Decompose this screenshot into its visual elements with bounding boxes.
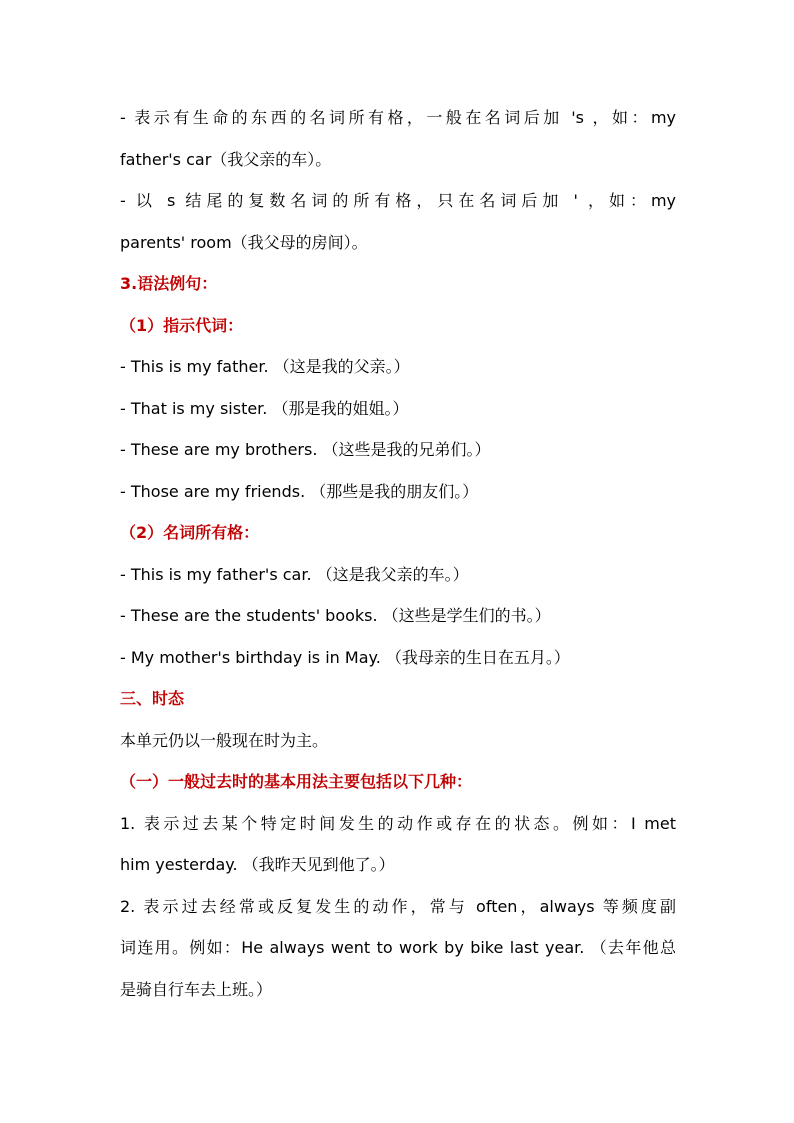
possessives-heading: （2）名词所有格： [120, 523, 260, 542]
demonstrative-example: - These are my brothers. （这些是我的兄弟们。） [120, 440, 491, 459]
possessive-example: - This is my father's car. （这是我父亲的车。） [120, 564, 469, 584]
document-body [120, 97, 676, 1010]
past-tense-usage-1-line-2: him yesterday. （我昨天见到他了。） [120, 855, 395, 874]
possessive-example: - These are the students' books. （这些是学生们的书。） [120, 606, 551, 625]
examples-heading: 3.语法例句： [120, 274, 218, 293]
past-tense-subheading: （一）一般过去时的基本用法主要包括以下几种： [120, 772, 473, 791]
possessive-rule-1-line-2: father's car（我父亲的车）。 [120, 149, 332, 169]
past-tense-usage-1-line-1: 1. 表示过去某个特定时间发生的动作或存在的状态。例如：I met [120, 813, 676, 833]
tense-heading: 三、时态 [120, 689, 185, 708]
past-tense-usage-2-line-2: 词连用。例如：He always went to work by bike last year. （去年他总 [120, 938, 676, 957]
possessive-rule-2-line-2: parents' room（我父母的房间）。 [120, 232, 368, 252]
possessive-rule-2-line-1: - 以 s 结尾的复数名词的所有格，只在名词后加 ' ，如：my [120, 191, 676, 210]
demonstrative-example: - Those are my friends. （那些是我的朋友们。） [120, 481, 479, 501]
demonstratives-heading: （1）指示代词： [120, 315, 244, 335]
tense-intro: 本单元仍以一般现在时为主。 [120, 730, 329, 750]
past-tense-usage-2-line-3: 是骑自行车去上班。） [120, 979, 273, 999]
possessive-example: - My mother's birthday is in May. （我母亲的生日在五月。） [120, 647, 570, 667]
demonstrative-example: - This is my father. （这是我的父亲。） [120, 357, 410, 376]
possessive-rule-1-line-1: - 表示有生命的东西的名词所有格，一般在名词后加 's ，如：my [120, 108, 676, 127]
demonstrative-example: - That is my sister. （那是我的姐姐。） [120, 398, 409, 418]
past-tense-usage-2-line-1: 2. 表示过去经常或反复发生的动作，常与 often，always 等频度副 [120, 896, 676, 916]
